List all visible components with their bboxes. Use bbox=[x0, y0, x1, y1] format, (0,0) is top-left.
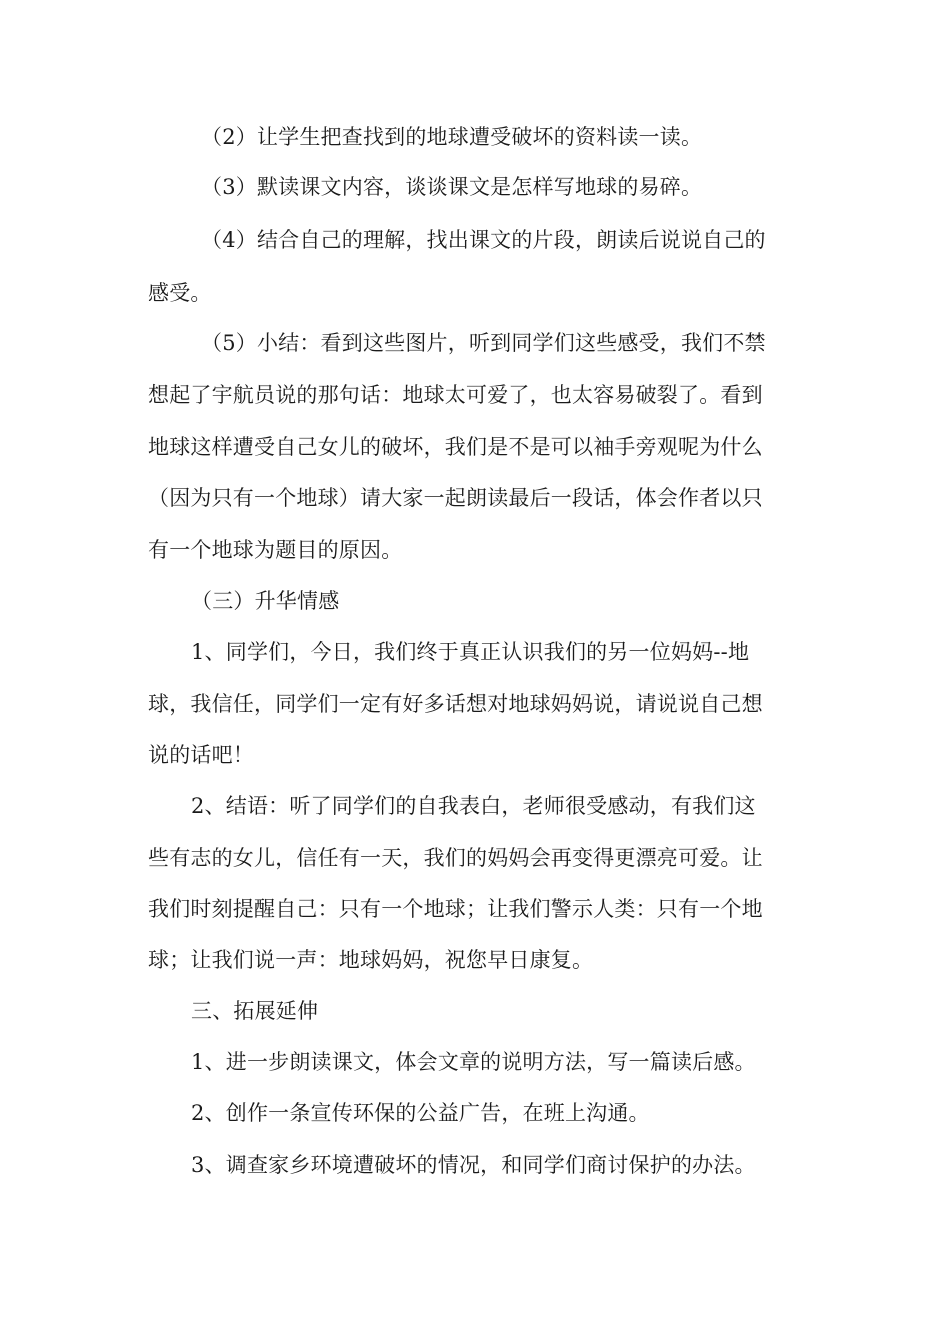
paragraph-line: 地球这样遭受自己女儿的破坏，我们是不是可以袖手旁观呢为什么 bbox=[148, 435, 763, 459]
paragraph-line: 我们时刻提醒自己：只有一个地球；让我们警示人类：只有一个地 bbox=[148, 897, 763, 921]
paragraph-line: 2、结语：听了同学们的自我表白，老师很受感动，有我们这 bbox=[191, 794, 756, 818]
section-heading: 三、拓展延伸 bbox=[191, 999, 319, 1023]
section-heading: （三）升华情感 bbox=[191, 589, 340, 613]
list-item: 1、进一步朗读课文，体会文章的说明方法，写一篇读后感。 bbox=[191, 1050, 756, 1074]
paragraph-line: 些有志的女儿，信任有一天，我们的妈妈会再变得更漂亮可爱。让 bbox=[148, 846, 763, 870]
list-item: 3、调查家乡环境遭破坏的情况，和同学们商讨保护的办法。 bbox=[191, 1153, 756, 1177]
paragraph-line: （2）让学生把查找到的地球遭受破坏的资料读一读。 bbox=[201, 125, 703, 149]
paragraph-line: （4）结合自己的理解，找出课文的片段，朗读后说说自己的 bbox=[201, 228, 766, 252]
paragraph-line: 球；让我们说一声：地球妈妈，祝您早日康复。 bbox=[148, 948, 594, 972]
paragraph-line: （3）默读课文内容，谈谈课文是怎样写地球的易碎。 bbox=[201, 175, 703, 199]
paragraph-line: 1、同学们，今日，我们终于真正认识我们的另一位妈妈--地 bbox=[191, 640, 750, 664]
paragraph-line: 说的话吧！ bbox=[148, 743, 254, 767]
list-item: 2、创作一条宣传环保的公益广告，在班上沟通。 bbox=[191, 1101, 650, 1125]
paragraph-line: （因为只有一个地球）请大家一起朗读最后一段话，体会作者以只 bbox=[148, 486, 763, 510]
paragraph-line: 感受。 bbox=[148, 281, 212, 305]
paragraph-line: 有一个地球为题目的原因。 bbox=[148, 538, 403, 562]
paragraph-line: 想起了宇航员说的那句话：地球太可爱了，也太容易破裂了。看到 bbox=[148, 383, 763, 407]
paragraph-line: 球，我信任，同学们一定有好多话想对地球妈妈说，请说说自己想 bbox=[148, 692, 763, 716]
paragraph-line: （5）小结：看到这些图片，听到同学们这些感受，我们不禁 bbox=[201, 331, 766, 355]
